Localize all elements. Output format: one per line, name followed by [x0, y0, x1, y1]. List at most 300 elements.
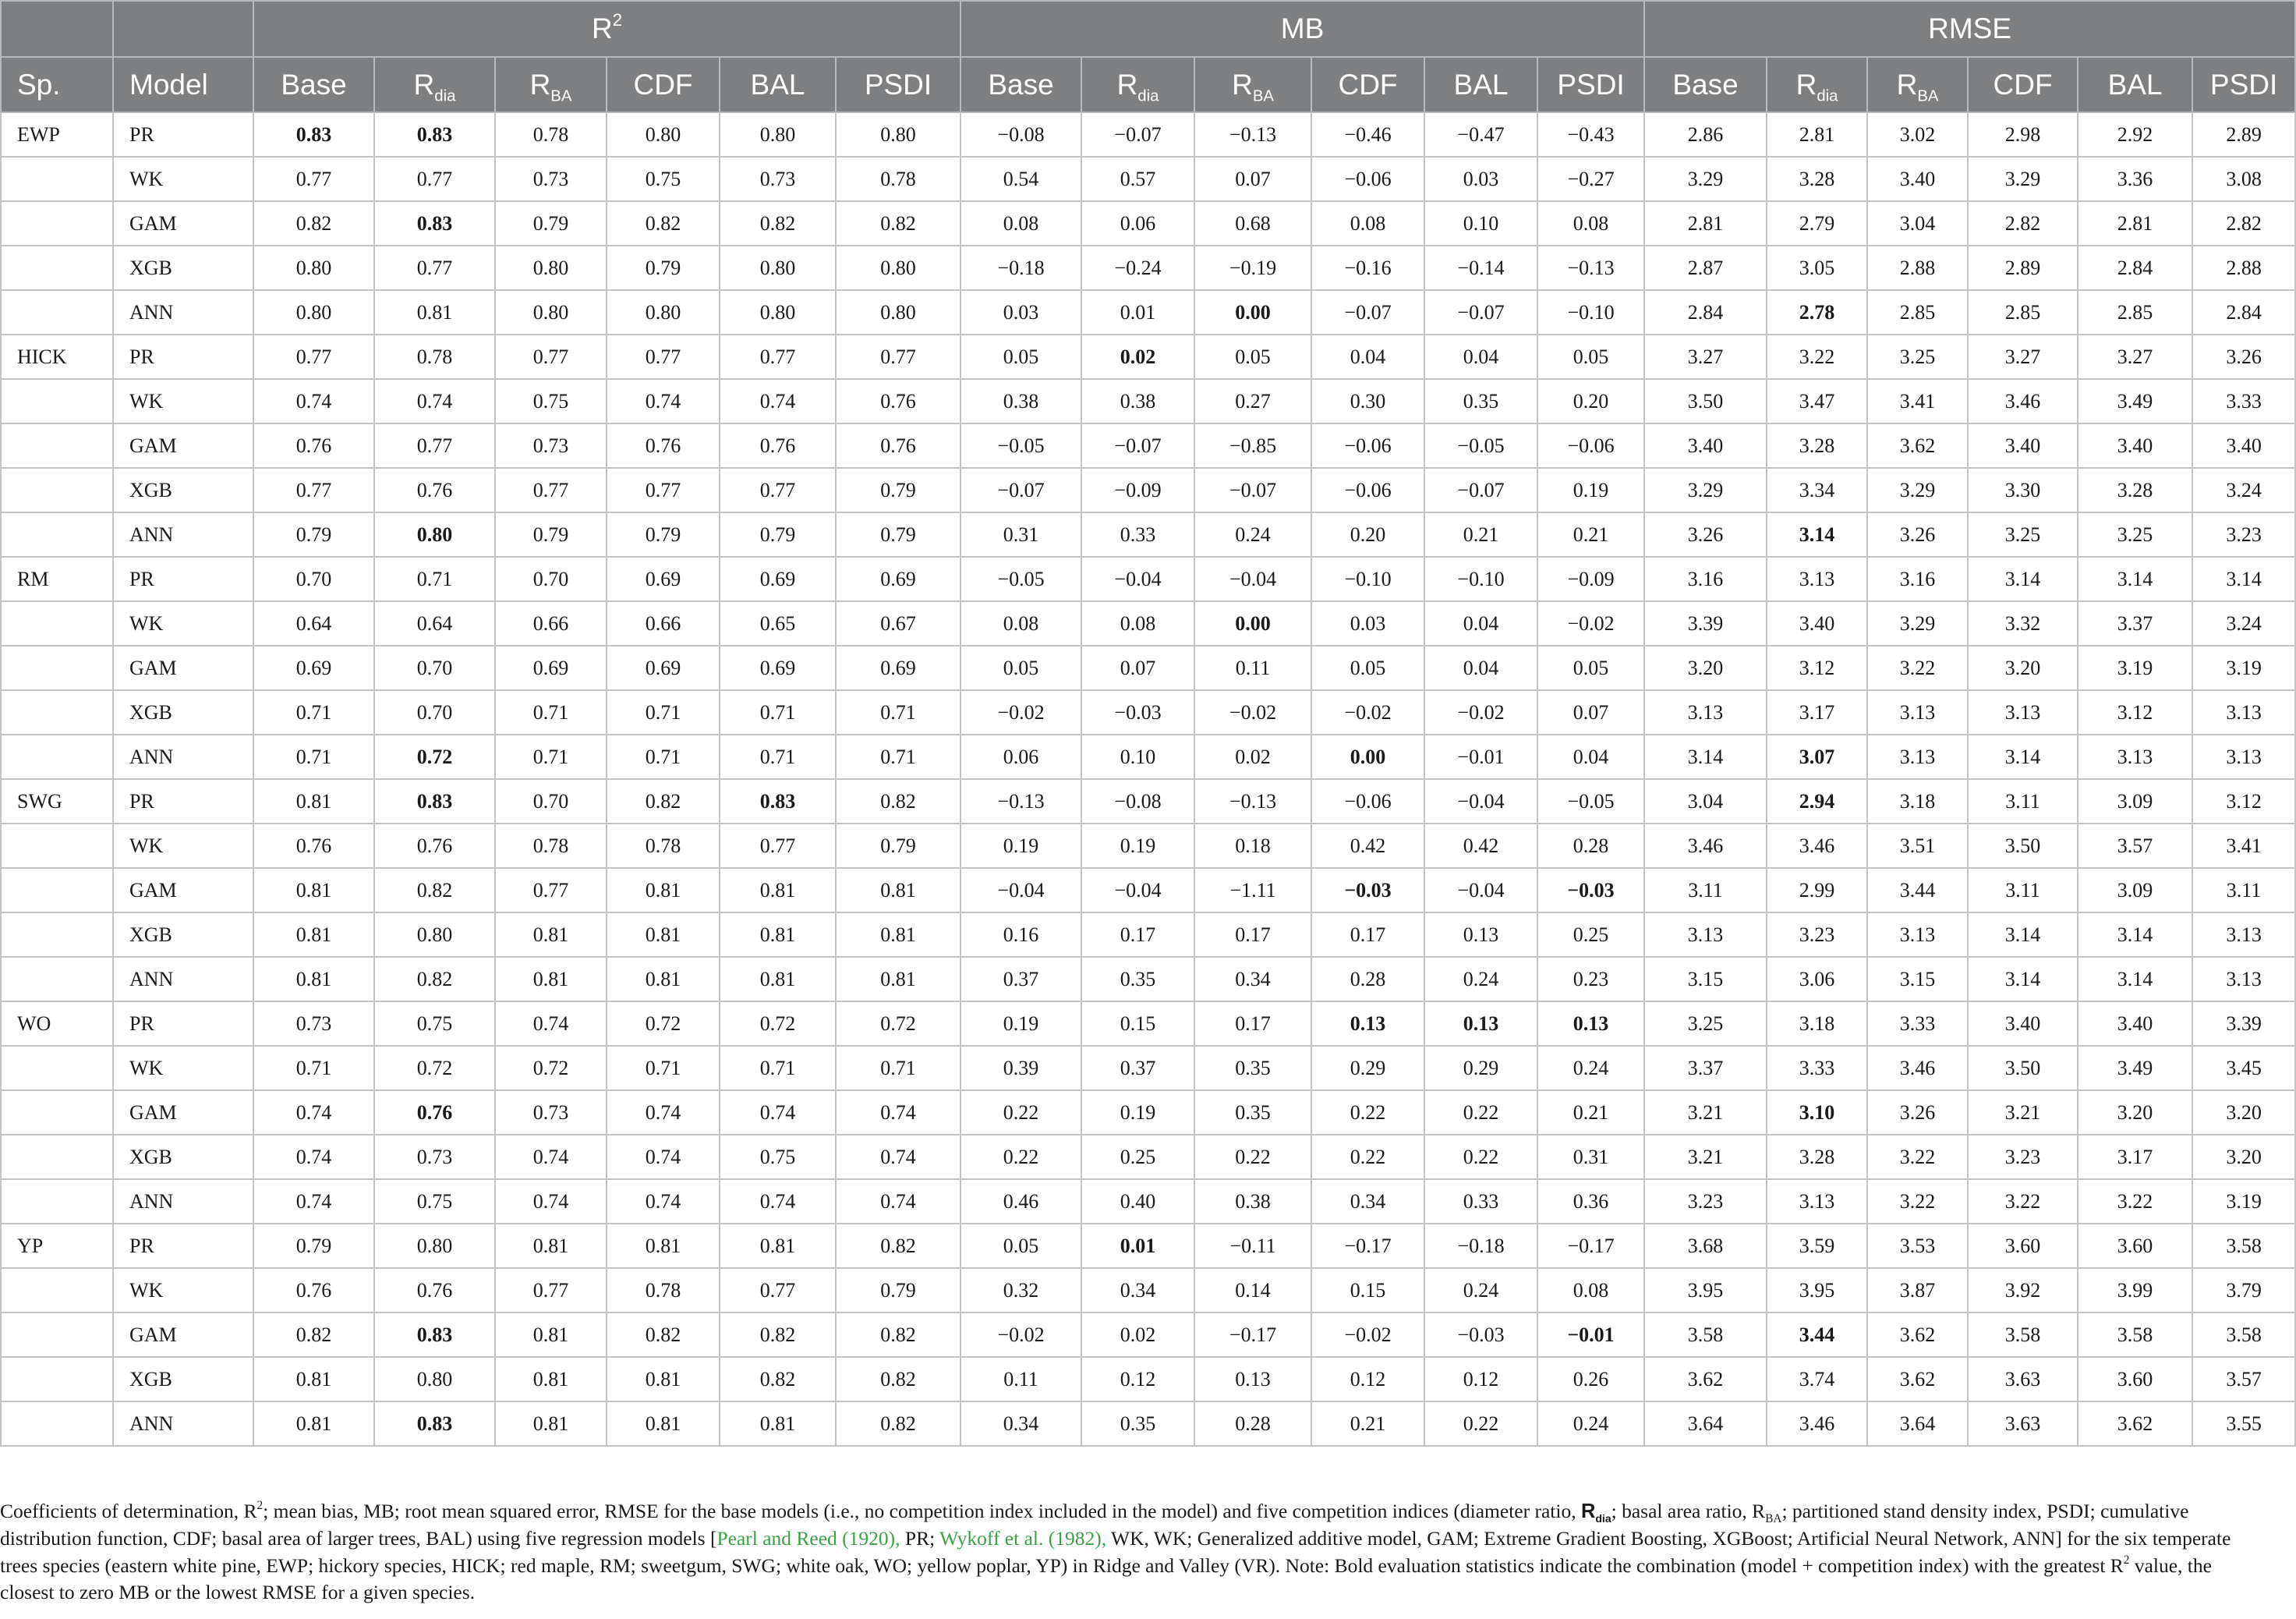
rmse-value-cell: 3.22	[1968, 1179, 2078, 1224]
r2-value-cell: 0.82	[374, 868, 495, 912]
r2-value-cell: 0.70	[495, 779, 607, 824]
mb-index-header	[1537, 57, 1644, 112]
rmse-value-cell: 2.81	[1767, 112, 1867, 157]
index-label: CDF	[1338, 68, 1398, 101]
r2-value-cell: 0.79	[836, 1268, 960, 1313]
mb-value-cell: −0.07	[1194, 468, 1311, 512]
rmse-value-cell: 3.99	[2078, 1268, 2192, 1313]
model-cell: ANN	[113, 512, 253, 557]
r2-value-cell: 0.74	[253, 1179, 374, 1224]
caption-rdia-subscript: dia	[1595, 1512, 1611, 1525]
mb-value-cell: 0.00	[1194, 290, 1311, 335]
model-cell: PR	[113, 335, 253, 379]
r2-value-cell: 0.78	[836, 157, 960, 201]
mb-value-cell: −0.10	[1311, 557, 1424, 601]
mb-value-cell: −0.17	[1311, 1224, 1424, 1268]
r2-value-cell: 0.82	[836, 779, 960, 824]
r2-value-cell: 0.81	[720, 868, 836, 912]
r2-value-cell: 0.82	[720, 1357, 836, 1401]
rmse-value-cell: 2.79	[1767, 201, 1867, 246]
table-row	[1, 1090, 2295, 1135]
mb-value-cell: 0.31	[960, 512, 1081, 557]
mb-value-cell: −0.04	[1194, 557, 1311, 601]
mb-value-cell: 0.02	[1081, 1313, 1194, 1357]
r2-value-cell: 0.78	[607, 824, 720, 868]
r2-value-cell: 0.80	[720, 290, 836, 335]
rmse-value-cell: 3.11	[2192, 868, 2295, 912]
model-cell: WK	[113, 379, 253, 423]
r2-value-cell: 0.74	[836, 1090, 960, 1135]
table-row	[1, 423, 2295, 468]
mb-value-cell: −0.02	[1537, 601, 1644, 646]
rmse-value-cell: 3.14	[1968, 912, 2078, 957]
r2-value-cell: 0.77	[495, 1268, 607, 1313]
mb-value-cell: 0.08	[960, 201, 1081, 246]
rmse-value-cell: 3.45	[2192, 1046, 2295, 1090]
r2-value-cell: 0.77	[720, 335, 836, 379]
r2-value-cell: 0.82	[607, 779, 720, 824]
caption-text: WK, WK; Generalized additive model, GAM; Extreme Gradient Boosting, XGBoost; Artificial Neural Network, ANN] for the six temperate trees species (eastern white pine, EWP; hickory species, HICK; red maple, RM; sweetgum, SWG; white oak, WO; yellow poplar, YP) in Ridge and Valley (VR). Note: Bold evaluation statistics indicate the combination (model + competition index) with the greatest R	[0, 1526, 2231, 1577]
model-cell: GAM	[113, 201, 253, 246]
rmse-value-cell: 3.33	[1867, 1001, 1968, 1046]
r2-value-cell: 0.69	[607, 557, 720, 601]
r2-value-cell: 0.77	[253, 335, 374, 379]
r2-value-cell: 0.79	[720, 512, 836, 557]
mb-value-cell: 0.15	[1081, 1001, 1194, 1046]
rmse-value-cell: 3.28	[2078, 468, 2192, 512]
mb-value-cell: 0.19	[960, 1001, 1081, 1046]
rmse-value-cell: 3.25	[1644, 1001, 1767, 1046]
r2-value-cell: 0.79	[836, 468, 960, 512]
r2-value-cell: 0.83	[374, 779, 495, 824]
r2-value-cell: 0.75	[495, 379, 607, 423]
species-cell	[1, 379, 113, 423]
mb-value-cell: −0.06	[1311, 157, 1424, 201]
r2-value-cell: 0.77	[720, 1268, 836, 1313]
mb-value-cell: −0.07	[1081, 112, 1194, 157]
r2-value-cell: 0.77	[253, 157, 374, 201]
mb-value-cell: 0.19	[1537, 468, 1644, 512]
mb-value-cell: 0.05	[1537, 646, 1644, 690]
r2-value-cell: 0.82	[720, 1313, 836, 1357]
rmse-index-header	[1644, 57, 1767, 112]
table-row	[1, 157, 2295, 201]
mb-value-cell: −0.13	[1194, 779, 1311, 824]
species-cell	[1, 290, 113, 335]
table-row	[1, 690, 2295, 735]
mb-value-cell: 0.18	[1194, 824, 1311, 868]
species-cell	[1, 201, 113, 246]
rmse-value-cell: 3.23	[1968, 1135, 2078, 1179]
r2-value-cell: 0.79	[836, 824, 960, 868]
r2-value-cell: 0.81	[720, 912, 836, 957]
rmse-value-cell: 3.40	[1867, 157, 1968, 201]
rmse-value-cell: 3.95	[1644, 1268, 1767, 1313]
rmse-value-cell: 3.79	[2192, 1268, 2295, 1313]
rmse-value-cell: 3.28	[1767, 423, 1867, 468]
mb-value-cell: 0.42	[1424, 824, 1537, 868]
rmse-value-cell: 3.50	[1968, 1046, 2078, 1090]
mb-value-cell: 0.32	[960, 1268, 1081, 1313]
mb-value-cell: 0.10	[1081, 735, 1194, 779]
r2-value-cell: 0.79	[495, 512, 607, 557]
mb-index-header	[1081, 57, 1194, 112]
rmse-value-cell: 3.27	[1644, 335, 1767, 379]
table-row	[1, 1179, 2295, 1224]
mb-value-cell: −0.24	[1081, 246, 1194, 290]
rmse-value-cell: 3.16	[1644, 557, 1767, 601]
rmse-value-cell: 3.33	[1767, 1046, 1867, 1090]
table-row	[1, 868, 2295, 912]
mb-value-cell: −0.13	[1194, 112, 1311, 157]
rmse-value-cell: 3.50	[1644, 379, 1767, 423]
mb-index-header	[1424, 57, 1537, 112]
mb-value-cell: 0.22	[1424, 1401, 1537, 1446]
r2-value-cell: 0.81	[253, 957, 374, 1001]
mb-value-cell: 0.46	[960, 1179, 1081, 1224]
r2-value-cell: 0.81	[607, 957, 720, 1001]
r2-value-cell: 0.83	[374, 1313, 495, 1357]
r2-value-cell: 0.81	[253, 1401, 374, 1446]
r2-value-cell: 0.80	[253, 246, 374, 290]
species-cell	[1, 423, 113, 468]
rmse-value-cell: 3.13	[1767, 1179, 1867, 1224]
table-head	[1, 1, 2295, 112]
mb-value-cell: 0.24	[1424, 957, 1537, 1001]
mb-value-cell: 0.26	[1537, 1357, 1644, 1401]
r2-value-cell: 0.70	[495, 557, 607, 601]
rmse-index-header	[2078, 57, 2192, 112]
mb-value-cell: −0.14	[1424, 246, 1537, 290]
rmse-value-cell: 3.20	[2192, 1135, 2295, 1179]
r2-value-cell: 0.81	[607, 868, 720, 912]
reference-link-wykoff[interactable]: Wykoff et al. (1982),	[939, 1526, 1107, 1550]
mb-value-cell: −0.03	[1311, 868, 1424, 912]
r2-value-cell: 0.71	[495, 735, 607, 779]
mb-value-cell: 0.04	[1424, 646, 1537, 690]
rmse-value-cell: 3.28	[1767, 1135, 1867, 1179]
mb-value-cell: −0.03	[1537, 868, 1644, 912]
r2-value-cell: 0.77	[720, 468, 836, 512]
rmse-value-cell: 3.40	[2078, 423, 2192, 468]
r2-value-cell: 0.64	[253, 601, 374, 646]
mb-value-cell: −0.08	[960, 112, 1081, 157]
r2-value-cell: 0.77	[836, 335, 960, 379]
mb-value-cell: 0.04	[1424, 335, 1537, 379]
mb-value-cell: 0.25	[1537, 912, 1644, 957]
species-cell: EWP	[1, 112, 113, 157]
index-label: Base	[988, 68, 1054, 101]
mb-value-cell: 0.30	[1311, 379, 1424, 423]
r2-value-cell: 0.77	[607, 468, 720, 512]
rmse-value-cell: 2.89	[2192, 112, 2295, 157]
mb-value-cell: −0.07	[1311, 290, 1424, 335]
r2-label: R	[591, 12, 613, 44]
rmse-value-cell: 3.37	[1644, 1046, 1767, 1090]
rmse-value-cell: 3.28	[1767, 157, 1867, 201]
index-label: R	[1896, 68, 1918, 101]
mb-value-cell: 0.22	[1424, 1090, 1537, 1135]
index-label: BAL	[1453, 68, 1509, 101]
mb-value-cell: −0.02	[1194, 690, 1311, 735]
rmse-value-cell: 3.13	[1867, 912, 1968, 957]
r2-value-cell: 0.74	[374, 379, 495, 423]
r2-value-cell: 0.71	[607, 735, 720, 779]
mb-value-cell: 0.54	[960, 157, 1081, 201]
r2-value-cell: 0.76	[253, 824, 374, 868]
model-cell: XGB	[113, 1135, 253, 1179]
rmse-value-cell: 3.14	[1968, 735, 2078, 779]
mb-value-cell: −0.16	[1311, 246, 1424, 290]
mb-value-cell: −0.47	[1424, 112, 1537, 157]
mb-value-cell: 0.24	[1424, 1268, 1537, 1313]
r2-value-cell: 0.64	[374, 601, 495, 646]
r2-value-cell: 0.82	[253, 201, 374, 246]
r2-value-cell: 0.66	[607, 601, 720, 646]
rmse-value-cell: 3.22	[1767, 335, 1867, 379]
mb-value-cell: 0.57	[1081, 157, 1194, 201]
r2-value-cell: 0.76	[720, 423, 836, 468]
rmse-value-cell: 3.87	[1867, 1268, 1968, 1313]
r2-value-cell: 0.76	[374, 1268, 495, 1313]
mb-value-cell: 0.06	[960, 735, 1081, 779]
table-row	[1, 1224, 2295, 1268]
rmse-value-cell: 3.05	[1767, 246, 1867, 290]
table-row	[1, 1046, 2295, 1090]
r2-value-cell: 0.78	[374, 335, 495, 379]
rmse-value-cell: 2.99	[1767, 868, 1867, 912]
rmse-value-cell: 3.46	[1767, 824, 1867, 868]
mb-value-cell: 0.03	[1424, 157, 1537, 201]
rmse-value-cell: 3.63	[1968, 1357, 2078, 1401]
column-header-row	[1, 57, 2295, 112]
index-label: R	[1232, 68, 1253, 101]
model-cell: WK	[113, 1046, 253, 1090]
r2-value-cell: 0.78	[495, 824, 607, 868]
r2-value-cell: 0.81	[720, 957, 836, 1001]
r2-value-cell: 0.74	[253, 1090, 374, 1135]
rmse-value-cell: 3.40	[1968, 423, 2078, 468]
rmse-value-cell: 3.51	[1867, 824, 1968, 868]
rmse-value-cell: 3.58	[2192, 1313, 2295, 1357]
rmse-value-cell: 3.12	[2192, 779, 2295, 824]
r2-value-cell: 0.82	[836, 1401, 960, 1446]
mb-value-cell: 0.02	[1194, 735, 1311, 779]
rmse-value-cell: 3.92	[1968, 1268, 2078, 1313]
caption-text: value, the closest to zero MB or the lowest RMSE for a given species.	[0, 1553, 2212, 1604]
index-label: R	[529, 68, 551, 101]
mb-value-cell: 0.33	[1081, 512, 1194, 557]
model-cell: PR	[113, 1224, 253, 1268]
rmse-value-cell: 3.11	[1644, 868, 1767, 912]
table-row	[1, 468, 2295, 512]
rmse-value-cell: 3.24	[2192, 468, 2295, 512]
rmse-value-cell: 3.26	[1644, 512, 1767, 557]
mb-value-cell: −0.02	[1311, 1313, 1424, 1357]
r2-value-cell: 0.82	[836, 1224, 960, 1268]
index-label: CDF	[633, 68, 693, 101]
index-label: PSDI	[864, 68, 932, 101]
rmse-value-cell: 3.46	[1968, 379, 2078, 423]
mb-value-cell: 0.35	[1424, 379, 1537, 423]
mb-value-cell: 0.24	[1537, 1401, 1644, 1446]
r2-value-cell: 0.80	[495, 246, 607, 290]
rmse-value-cell: 3.40	[2078, 1001, 2192, 1046]
model-cell: XGB	[113, 690, 253, 735]
rmse-value-cell: 3.29	[1867, 468, 1968, 512]
mb-value-cell: 0.40	[1081, 1179, 1194, 1224]
model-cell: XGB	[113, 246, 253, 290]
r2-value-cell: 0.71	[607, 690, 720, 735]
rmse-value-cell: 3.64	[1867, 1401, 1968, 1446]
r2-value-cell: 0.79	[607, 246, 720, 290]
mb-value-cell: 0.13	[1424, 1001, 1537, 1046]
mb-value-cell: 0.08	[1537, 1268, 1644, 1313]
r2-value-cell: 0.80	[607, 290, 720, 335]
rmse-value-cell: 3.15	[1644, 957, 1767, 1001]
rmse-value-cell: 3.40	[2192, 423, 2295, 468]
table-row	[1, 335, 2295, 379]
rmse-value-cell: 3.33	[2192, 379, 2295, 423]
r2-value-cell: 0.81	[495, 1224, 607, 1268]
rmse-value-cell: 3.12	[2078, 690, 2192, 735]
r2-value-cell: 0.77	[253, 468, 374, 512]
r2-value-cell: 0.75	[374, 1001, 495, 1046]
mb-value-cell: 0.11	[1194, 646, 1311, 690]
species-cell: WO	[1, 1001, 113, 1046]
species-column-header: Sp.	[1, 57, 113, 112]
r2-value-cell: 0.79	[495, 201, 607, 246]
rmse-value-cell: 3.13	[1644, 690, 1767, 735]
mb-value-cell: 0.08	[960, 601, 1081, 646]
mb-value-cell: 0.17	[1311, 912, 1424, 957]
reference-link-pearl-reed[interactable]: Pearl and Reed (1920),	[716, 1526, 900, 1550]
mb-value-cell: −0.06	[1311, 423, 1424, 468]
r2-value-cell: 0.74	[720, 1090, 836, 1135]
mb-value-cell: 0.13	[1537, 1001, 1644, 1046]
r2-value-cell: 0.74	[607, 379, 720, 423]
model-cell: PR	[113, 112, 253, 157]
rmse-value-cell: 3.13	[1867, 735, 1968, 779]
rmse-value-cell: 3.15	[1867, 957, 1968, 1001]
r2-value-cell: 0.77	[495, 468, 607, 512]
caption-rdia-symbol: R	[1580, 1500, 1596, 1522]
rmse-value-cell: 3.23	[1767, 912, 1867, 957]
r2-index-header	[836, 57, 960, 112]
group-header-row	[1, 1, 2295, 57]
mb-value-cell: 0.24	[1194, 512, 1311, 557]
mb-value-cell: 0.10	[1424, 201, 1537, 246]
empty-header-cell	[113, 1, 253, 57]
r2-value-cell: 0.71	[253, 690, 374, 735]
r2-value-cell: 0.81	[374, 290, 495, 335]
rmse-index-header	[1867, 57, 1968, 112]
rmse-value-cell: 3.16	[1867, 557, 1968, 601]
rmse-value-cell: 2.92	[2078, 112, 2192, 157]
r2-value-cell: 0.75	[720, 1135, 836, 1179]
r2-value-cell: 0.81	[253, 868, 374, 912]
rmse-value-cell: 3.11	[1968, 779, 2078, 824]
rmse-value-cell: 3.08	[2192, 157, 2295, 201]
r2-index-header	[253, 57, 374, 112]
mb-value-cell: −0.07	[1424, 468, 1537, 512]
rmse-value-cell: 3.13	[1767, 557, 1867, 601]
mb-value-cell: −0.04	[1424, 868, 1537, 912]
model-cell: WK	[113, 1268, 253, 1313]
species-cell	[1, 246, 113, 290]
mb-value-cell: −0.27	[1537, 157, 1644, 201]
r2-value-cell: 0.70	[374, 646, 495, 690]
rmse-value-cell: 3.64	[1644, 1401, 1767, 1446]
rmse-value-cell: 3.14	[1644, 735, 1767, 779]
table-row	[1, 1313, 2295, 1357]
rmse-value-cell: 3.40	[1767, 601, 1867, 646]
r2-value-cell: 0.71	[720, 690, 836, 735]
table-row	[1, 601, 2295, 646]
r2-value-cell: 0.71	[374, 557, 495, 601]
caption-text: ; mean bias, MB; root mean squared error, RMSE for the base models (i.e., no competition index included in the model) and five competition indices (diameter ratio,	[263, 1500, 1581, 1522]
r2-value-cell: 0.83	[720, 779, 836, 824]
mb-value-cell: 0.38	[1194, 1179, 1311, 1224]
model-cell: PR	[113, 557, 253, 601]
species-cell	[1, 1401, 113, 1446]
rmse-value-cell: 2.85	[1867, 290, 1968, 335]
species-cell	[1, 468, 113, 512]
caption-superscript: 2	[2123, 1553, 2130, 1567]
r2-index-header	[607, 57, 720, 112]
mb-value-cell: 0.14	[1194, 1268, 1311, 1313]
mb-value-cell: −0.03	[1081, 690, 1194, 735]
mb-value-cell: 0.23	[1537, 957, 1644, 1001]
rmse-value-cell: 3.02	[1867, 112, 1968, 157]
r2-value-cell: 0.74	[495, 1001, 607, 1046]
rmse-value-cell: 3.25	[1867, 335, 1968, 379]
model-cell: ANN	[113, 957, 253, 1001]
r2-value-cell: 0.74	[720, 379, 836, 423]
r2-value-cell: 0.80	[495, 290, 607, 335]
r2-value-cell: 0.73	[495, 1090, 607, 1135]
mb-value-cell: −0.85	[1194, 423, 1311, 468]
rmse-value-cell: 3.60	[1968, 1224, 2078, 1268]
mb-value-cell: 0.12	[1081, 1357, 1194, 1401]
rmse-value-cell: 3.29	[1867, 601, 1968, 646]
rmse-value-cell: 2.89	[1968, 246, 2078, 290]
mb-value-cell: 0.42	[1311, 824, 1424, 868]
rmse-value-cell: 3.34	[1767, 468, 1867, 512]
rmse-value-cell: 3.14	[1968, 557, 2078, 601]
index-label: CDF	[1993, 68, 2053, 101]
mb-value-cell: −0.04	[960, 868, 1081, 912]
mb-value-cell: 0.29	[1311, 1046, 1424, 1090]
rmse-value-cell: 3.04	[1867, 201, 1968, 246]
r2-value-cell: 0.78	[607, 1268, 720, 1313]
r2-value-cell: 0.77	[374, 157, 495, 201]
table-row	[1, 246, 2295, 290]
rmse-value-cell: 3.26	[1867, 1090, 1968, 1135]
r2-value-cell: 0.74	[495, 1179, 607, 1224]
rmse-value-cell: 3.18	[1767, 1001, 1867, 1046]
mb-value-cell: −0.01	[1424, 735, 1537, 779]
rmse-value-cell: 2.87	[1644, 246, 1767, 290]
index-label: PSDI	[1557, 68, 1625, 101]
r2-value-cell: 0.77	[495, 868, 607, 912]
mb-value-cell: −0.10	[1424, 557, 1537, 601]
rmse-value-cell: 3.53	[1867, 1224, 1968, 1268]
mb-value-cell: 0.03	[1311, 601, 1424, 646]
table-row	[1, 646, 2295, 690]
mb-value-cell: 0.39	[960, 1046, 1081, 1090]
caption-text: Coefficients of determination, R	[0, 1500, 257, 1522]
